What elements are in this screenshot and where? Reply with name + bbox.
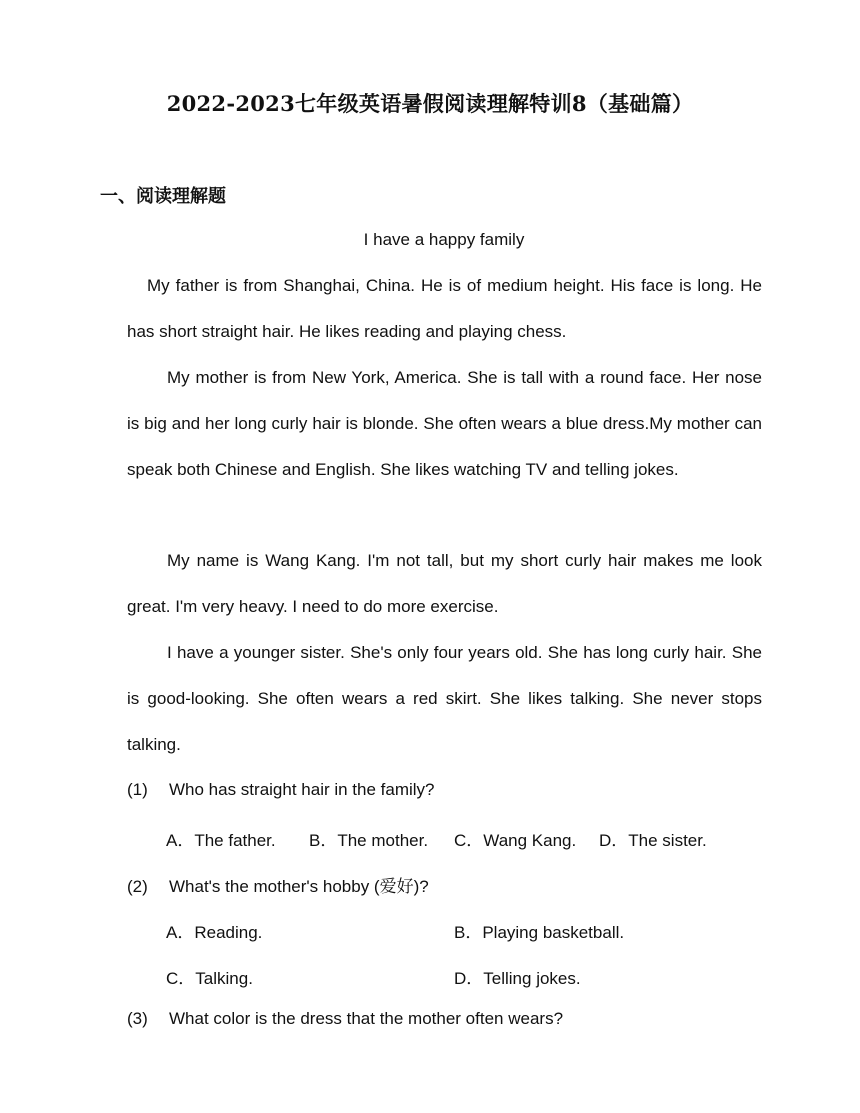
option-d[interactable]: D．The sister. bbox=[599, 831, 707, 850]
option-b[interactable]: B．Playing basketball. bbox=[454, 923, 625, 942]
passage-paragraph: My mother is from New York, America. She is tall with a round face. Her nose is big and her long curly hair is blonde. She often wears a blue dress.My mother can speak both Chinese and English. She likes watching TV and telling jokes. bbox=[127, 368, 762, 479]
option-c[interactable]: C．Wang Kang. bbox=[454, 831, 577, 850]
page-title: 2022-2023七年级英语暑假阅读理解特训8（基础篇） bbox=[166, 91, 694, 116]
section-heading: 一、阅读理解题 bbox=[100, 186, 226, 207]
option-d[interactable]: D．Telling jokes. bbox=[454, 969, 581, 988]
passage-title: I have a happy family bbox=[363, 230, 525, 249]
question-text: What's the mother's hobby (爱好)? bbox=[169, 877, 429, 896]
question-number: (1) bbox=[127, 780, 148, 799]
question-text: Who has straight hair in the family? bbox=[169, 780, 435, 799]
question-number: (3) bbox=[127, 1009, 148, 1028]
question-1 bbox=[127, 780, 435, 800]
option-c[interactable]: C．Talking. bbox=[166, 969, 253, 988]
question-text: What color is the dress that the mother often wears? bbox=[169, 1009, 564, 1028]
question-2 bbox=[127, 872, 429, 897]
option-b[interactable]: B．The mother. bbox=[309, 831, 429, 850]
passage-paragraph: My father is from Shanghai, China. He is of medium height. His face is long. He has short straight hair. He likes reading and playing chess. bbox=[127, 276, 762, 341]
question-3 bbox=[127, 1009, 563, 1029]
passage-paragraph: I have a younger sister. She's only four years old. She has long curly hair. She is good-looking. She often wears a red skirt. She likes talking. She never stops talking. bbox=[127, 643, 762, 754]
question-number: (2) bbox=[127, 877, 148, 896]
option-a[interactable]: A．Reading. bbox=[166, 923, 263, 942]
passage-paragraph: My name is Wang Kang. I'm not tall, but my short curly hair makes me look great. I'm very heavy. I need to do more exercise. bbox=[127, 551, 762, 616]
option-a[interactable]: A．The father. bbox=[166, 831, 276, 850]
